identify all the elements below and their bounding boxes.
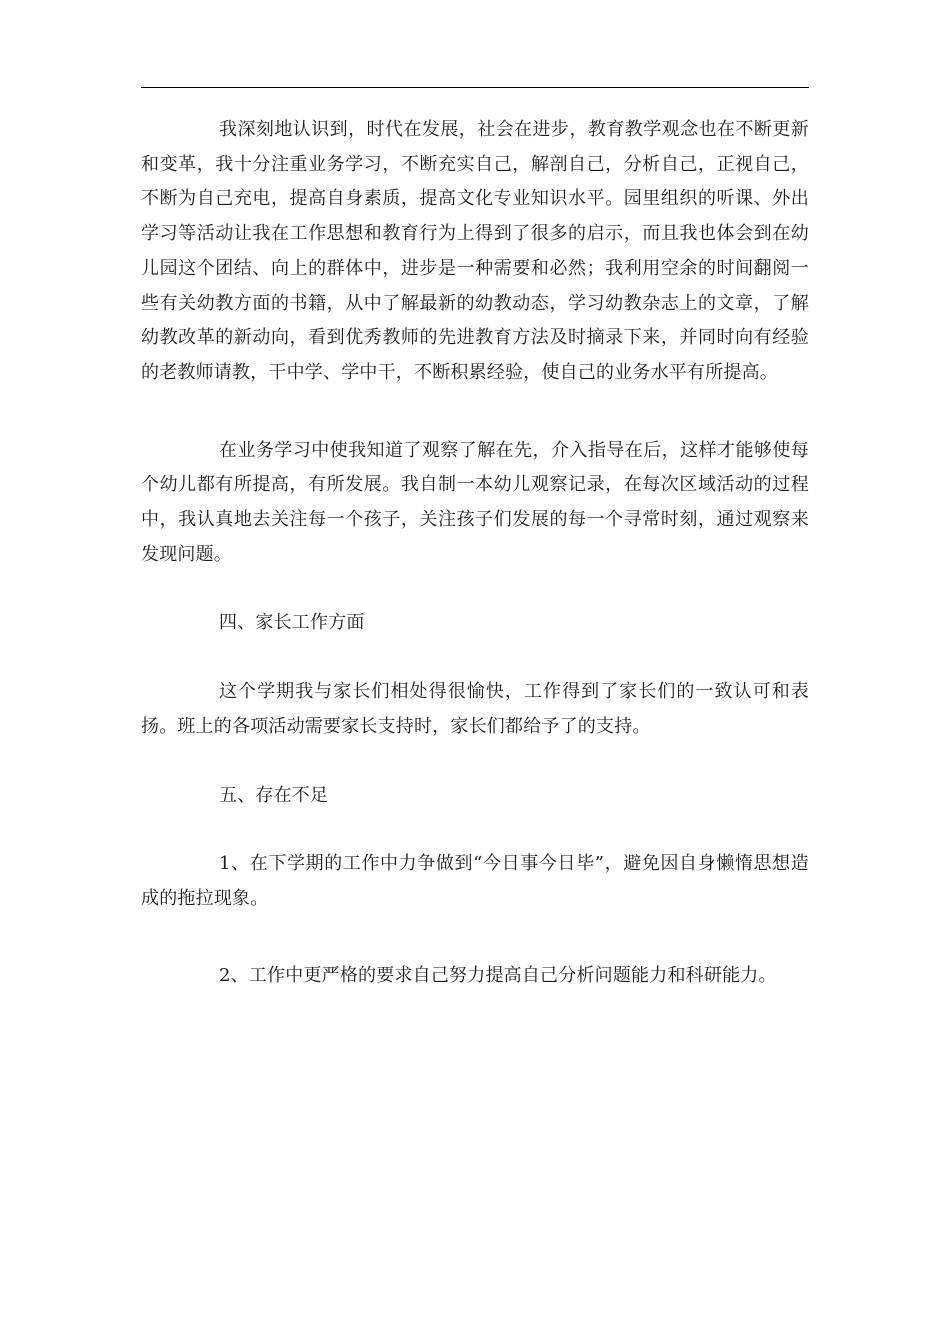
- section-heading-parent-work: 四、家长工作方面: [219, 612, 365, 634]
- paragraph-observation: 在业务学习中使我知道了观察了解在先，介入指导在后，这样才能够使每个幼儿都有所提高，有所发展。我自制一本幼儿观察记录，在每次区域活动的过程中，我认真地去关注每一个孩子，关注孩子们发展的每一个寻常时刻，通过观察来发现问题。: [141, 439, 809, 565]
- list-item-shortcoming-2: 2、工作中更严格的要求自己努力提高自己分析问题能力和科研能力。: [219, 964, 777, 986]
- list-item-shortcoming-1: 1、在下学期的工作中力争做到“今日事今日毕”，避免因自身懒惰思想造成的拖拉现象。: [141, 853, 809, 909]
- header-rule: [141, 87, 809, 88]
- section-heading-shortcomings: 五、存在不足: [219, 784, 329, 806]
- document-body: [141, 113, 809, 993]
- paragraph-professional-study: 我深刻地认识到，时代在发展，社会在进步，教育教学观念也在不断更新和变革，我十分注重业务学习，不断充实自己，解剖自己，分析自己，正视自己，不断为自己充电，提高自身素质，提高文化专业知识水平。园里组织的听课、外出学习等活动让我在工作思想和教育行为上得到了很多的启示，而且我也体会到在幼儿园这个团结、向上的群体中，进步是一种需要和必然；我利用空余的时间翻阅一些有关幼教方面的书籍，从中了解最新的幼教动态，学习幼教杂志上的文章，了解幼教改革的新动向，看到优秀教师的先进教育方法及时摘录下来，并同时向有经验的老教师请教，干中学、学中干，不断积累经验，使自己的业务水平有所提高。: [141, 119, 809, 383]
- paragraph-parent-work: 这个学期我与家长们相处得很愉快，工作得到了家长们的一致认可和表扬。班上的各项活动需要家长支持时，家长们都给予了的支持。: [141, 681, 809, 737]
